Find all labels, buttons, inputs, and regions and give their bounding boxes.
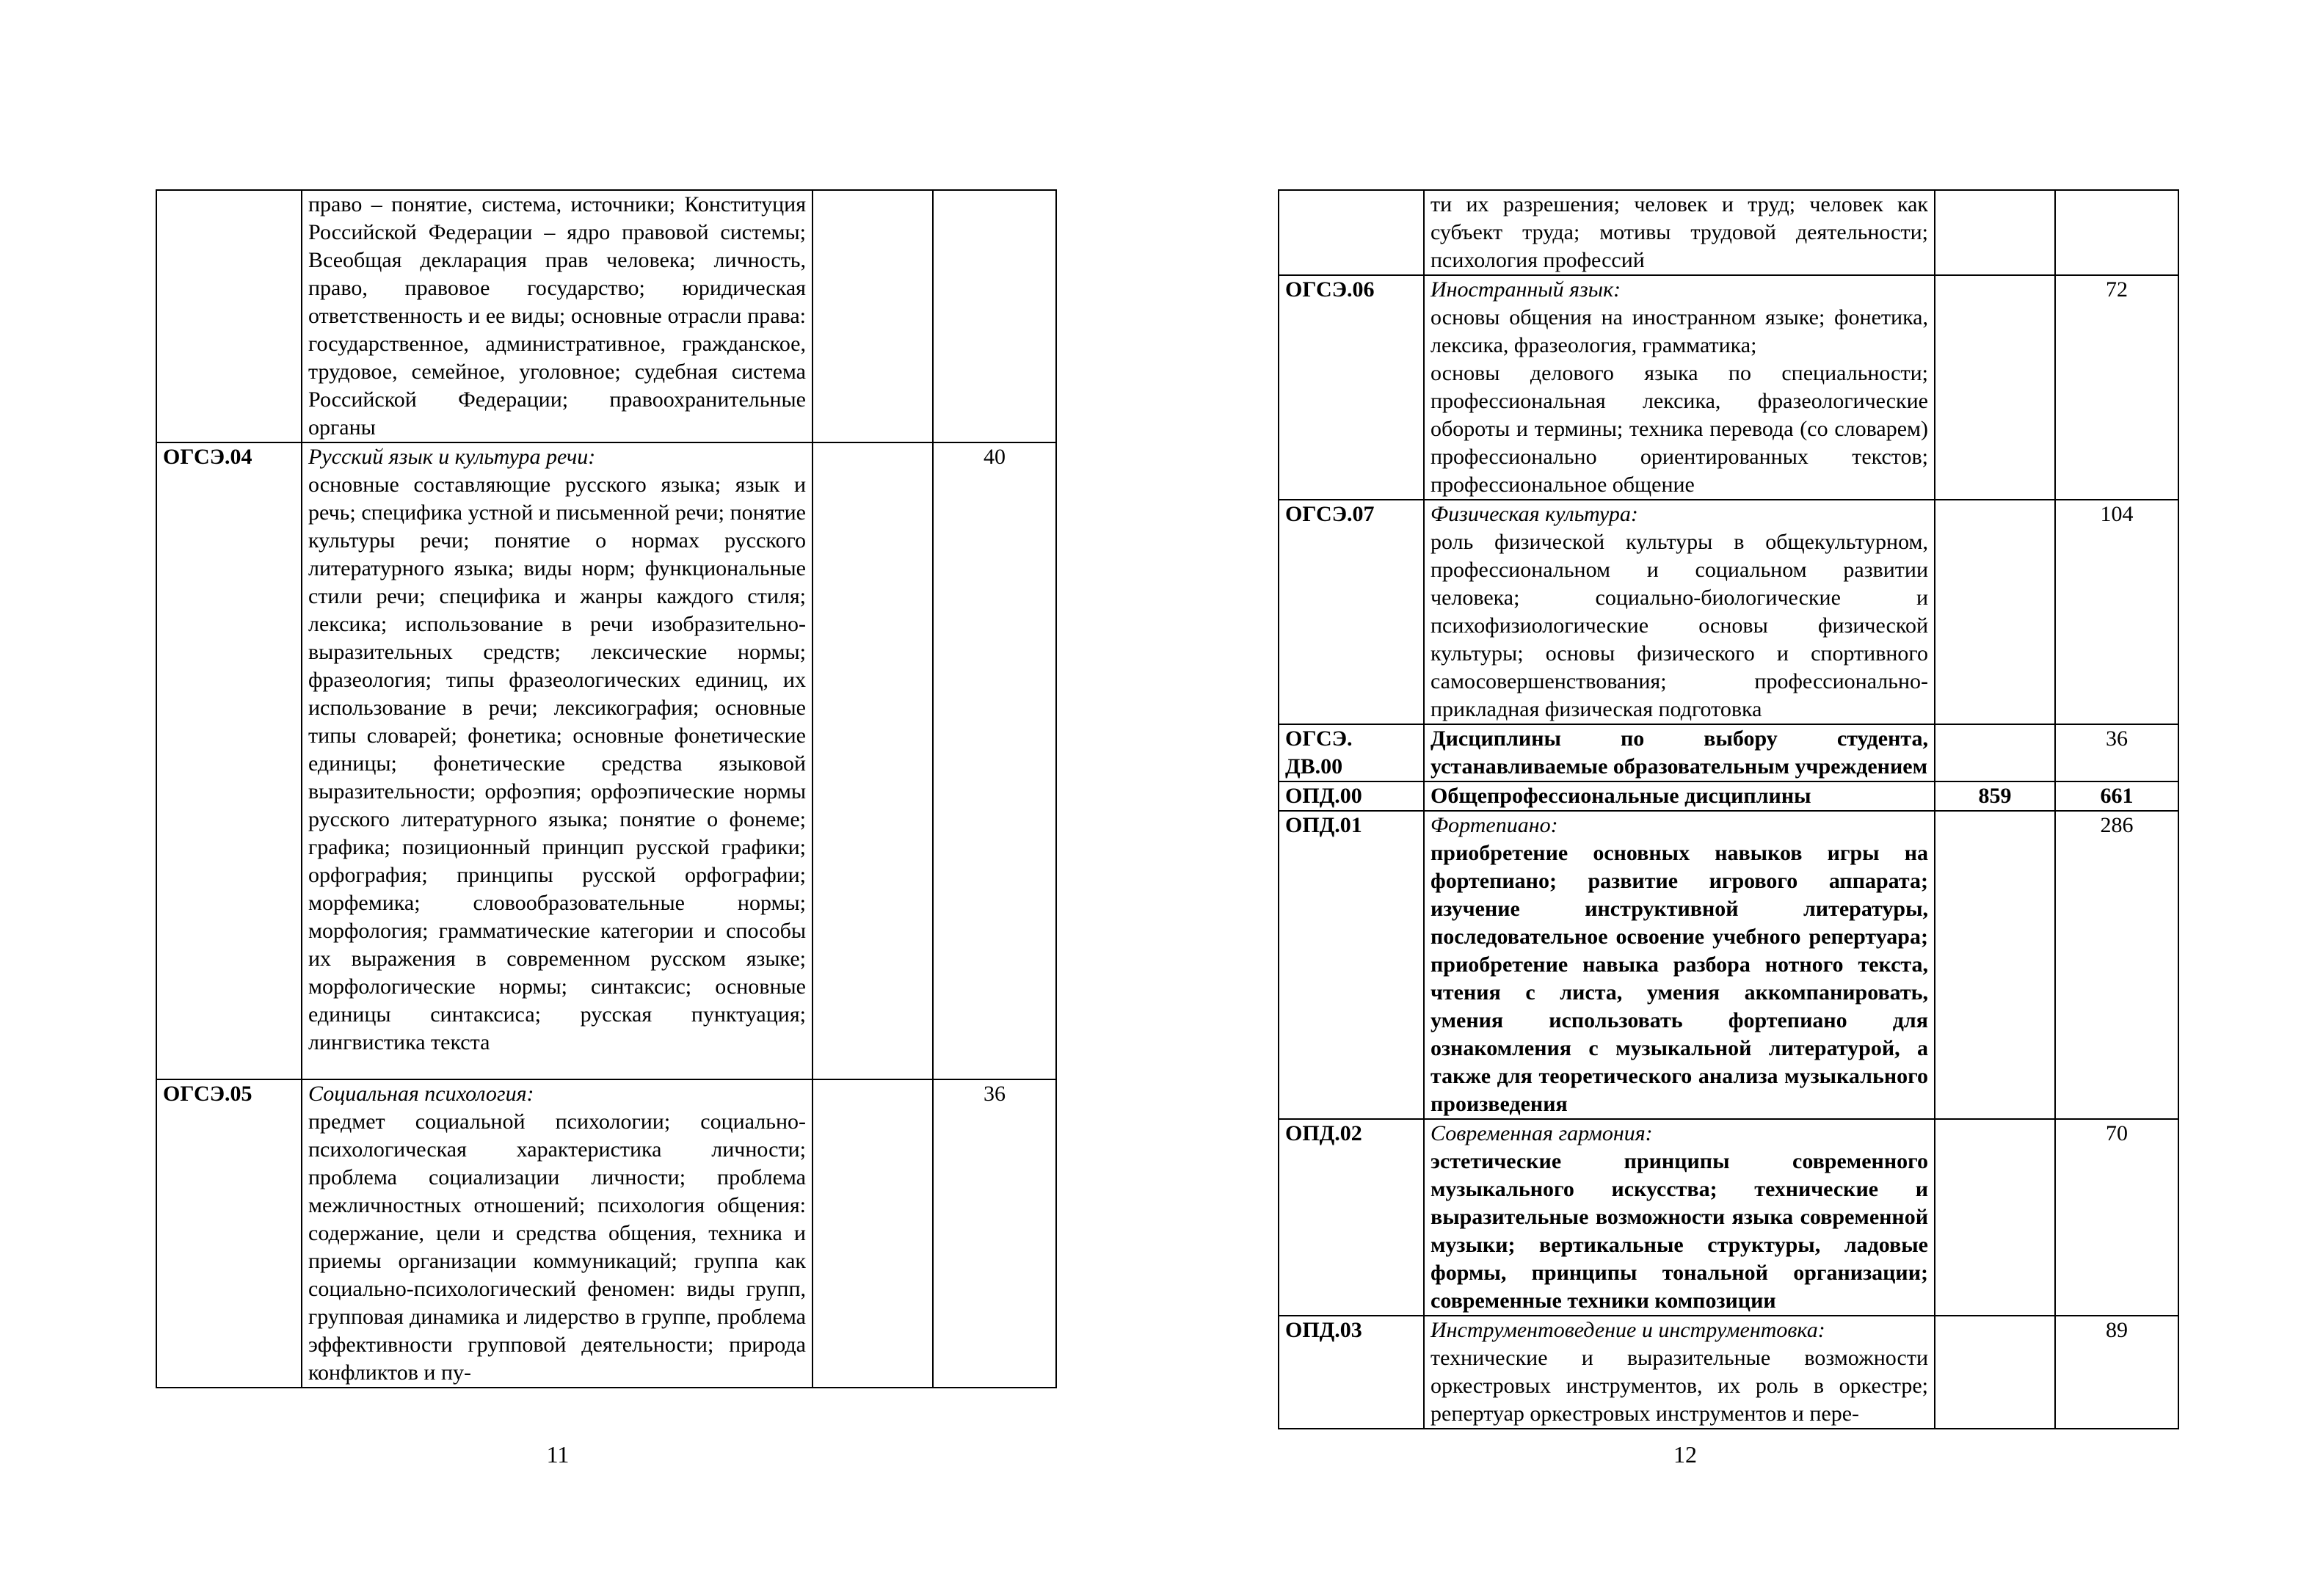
row-title: Социальная психология: [308,1082,534,1106]
row-code: ОГСЭ. ДВ.00 [1279,724,1424,781]
row-max-load [813,1079,933,1388]
row-title: Русский язык и культура речи: [308,445,596,469]
row-body: основы общения на иностранном языке; фонетика, лексика, фразеология, грамматика; основы делового языка по специальности; профессиональная лексика, фразеологические обороты и термины; техника перевода (со словарем) профессионально ориентированных текстов; профессиональное общение [1431,305,1928,497]
row-code: ОПД.01 [1279,811,1424,1119]
table-row [1279,1119,2178,1316]
row-body: ти их разрешения; человек и труд; человек как субъект труда; мотивы трудовой деятельности; психология профессий [1431,192,1928,272]
row-title: Иностранный язык: [1431,277,1621,302]
row-title: Инструментоведение и инструментовка: [1431,1318,1825,1342]
row-max-load [1935,1119,2055,1316]
row-description [1424,1119,1935,1316]
row-description [1424,500,1935,724]
row-body: основные составляющие русского языка; язык и речь; специфика устной и письменной речи; понятие культуры речи; понятие о нормах русского литературного языка; виды норм; функциональные стили речи; специфика и жанры каждого стиля; лексика; использование в речи изобразительно-выразительных средств; лексические нормы; фразеология; типы фразеологических единиц, их использование в речи; лексикография; основные типы словарей; фонетика; основные фонетические единицы; фонетические средства языковой выразительности; орфоэпия; орфоэпические нормы русского литературного языка; понятие о фонеме; графика; позиционный принцип русской графики; орфография; принципы русской орфографии; морфемика; словообразовательные нормы; морфология; грамматические категории и способы их выражения в современном русском языке; морфологические нормы; синтаксис; основные единицы синтаксиса; русская пунктуация; лингвистика текста [308,473,806,1054]
row-hours [2055,190,2178,275]
row-hours: 286 [2055,811,2178,1119]
row-description [1424,275,1935,500]
row-max-load [1935,275,2055,500]
row-hours: 40 [933,442,1056,1079]
row-max-load [813,442,933,1079]
table-row [156,442,1056,1079]
right-page [1156,0,2312,1596]
row-body: технические и выразительные возможности оркестровых инструментов, их роль в оркестре; репертуар оркестровых инструментов и пере- [1431,1346,1928,1426]
table-row-total [1279,781,2178,811]
row-code [156,190,302,442]
row-title: Физическая культура: [1431,502,1638,526]
row-code: ОГСЭ.07 [1279,500,1424,724]
table-row [1279,1316,2178,1429]
page-number: 11 [546,1441,570,1468]
table-row [1279,811,2178,1119]
row-description [1424,781,1935,811]
row-hours: 661 [2055,781,2178,811]
row-body: эстетические принципы современного музыкального искусства; технические и выразительные возможности языка современной музыки; вертикальные структуры, ладовые формы, принципы тональной организации; современные техники композиции [1431,1149,1928,1313]
row-code: ОГСЭ.05 [156,1079,302,1388]
table-row [1279,275,2178,500]
curriculum-table-left [156,189,1057,1388]
table-row [156,190,1056,442]
row-code: ОГСЭ.06 [1279,275,1424,500]
row-body: Дисциплины по выбору студента, устанавливаемые образовательным учреждением [1431,726,1928,779]
row-max-load [1935,500,2055,724]
row-hours: 36 [2055,724,2178,781]
row-hours: 70 [2055,1119,2178,1316]
row-hours [933,190,1056,442]
row-hours: 36 [933,1079,1056,1388]
row-description [1424,1316,1935,1429]
row-code: ОПД.03 [1279,1316,1424,1429]
row-description [302,190,813,442]
row-description [1424,190,1935,275]
row-hours: 104 [2055,500,2178,724]
row-code: ОПД.02 [1279,1119,1424,1316]
row-body: предмет социальной психологии; социально-психологическая характеристика личности; проблема социализации личности; проблема межличностных отношений; психология общения: содержание, цели и средства общения, техника и приемы организации коммуникаций; группа как социально-психологический феномен: виды групп, групповая динамика и лидерство в группе, проблема эффективности групповой деятельности; природа конфликтов и пу- [308,1109,806,1385]
row-body: Общепрофессиональные дисциплины [1431,784,1811,808]
row-title: Фортепиано: [1431,813,1558,837]
row-max-load [1935,724,2055,781]
row-description [1424,724,1935,781]
row-max-load [1935,811,2055,1119]
row-max-load [813,190,933,442]
row-code [1279,190,1424,275]
table-row [1279,500,2178,724]
row-code: ОГСЭ.04 [156,442,302,1079]
row-description [302,1079,813,1388]
row-max-load [1935,1316,2055,1429]
row-body: роль физической культуры в общекультурном, профессиональном и социальном развитии человека; социально-биологические и психофизиологические основы физической культуры; основы физического и спортивного самосовершенствования; профессионально-прикладная физическая подготовка [1431,530,1928,721]
curriculum-table-right [1278,189,2179,1429]
row-body: право – понятие, система, источники; Конституция Российской Федерации – ядро правовой системы; Всеобщая декларация прав человека; личность, право, правовое государство; юридическая ответственность и ее виды; основные отрасли права: государственное, административное, гражданское, трудовое, семейное, уголовное; судебная система Российской Федерации; правоохранительные органы [308,192,806,440]
row-max-load [1935,190,2055,275]
row-description [302,442,813,1079]
row-title: Современная гармония: [1431,1121,1653,1145]
row-body: приобретение основных навыков игры на фортепиано; развитие игрового аппарата; изучение инструктивной литературы, последовательное освоение учебного репертуара; приобретение навыка разбора нотного текста, чтения с листа, умения аккомпанировать, умения использовать фортепиано для ознакомления с музыкальной литературой, а также для теоретического анализа музыкального произведения [1431,841,1928,1116]
row-max-load: 859 [1935,781,2055,811]
row-hours: 72 [2055,275,2178,500]
table-row [1279,190,2178,275]
page-number: 12 [1673,1441,1697,1468]
table-row [1279,724,2178,781]
row-description [1424,811,1935,1119]
row-hours: 89 [2055,1316,2178,1429]
row-code: ОПД.00 [1279,781,1424,811]
table-row [156,1079,1056,1388]
